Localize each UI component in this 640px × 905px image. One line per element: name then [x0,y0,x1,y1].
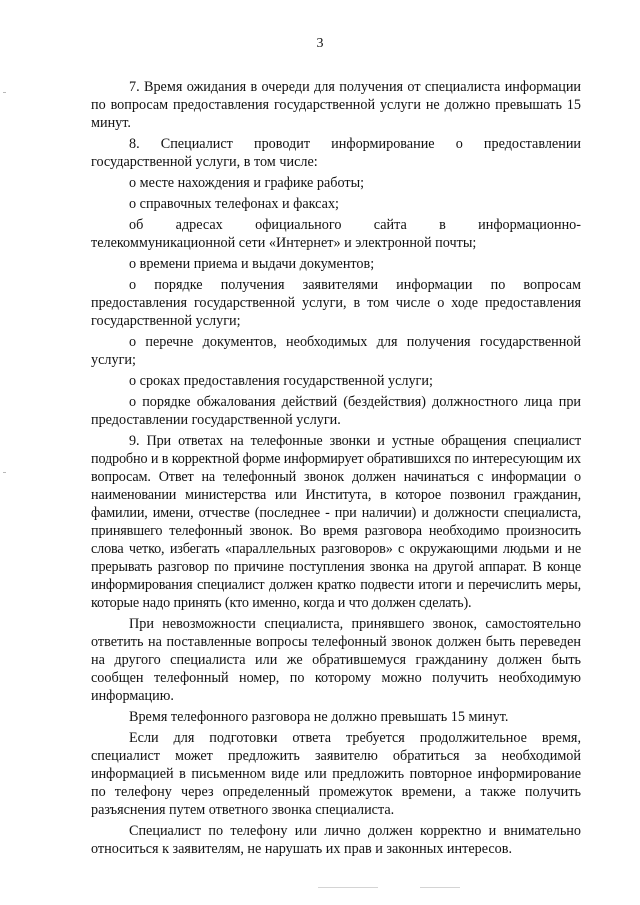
list-item: о сроках предоставления государственной услуги; [129,373,433,389]
paragraph: Специалист по телефону или лично должен корректно и внимательно относиться к заявителям, не нарушать их прав и законных интересов. [91,823,581,857]
scan-artifact [3,472,6,473]
paragraph: Время телефонного разговора не должно превышать 15 минут. [129,709,509,725]
list-item: о перечне документов, необходимых для получения государственной услуги; [91,334,581,368]
list-item: о времени приема и выдачи документов; [129,256,375,272]
paragraph: При невозможности специалиста, принявшего звонок, самостоятельно ответить на поставленные вопросы телефонный звонок должен быть переведен на другого специалиста или же обратившемуся гражданину должен быть сообщен телефонный номер, по которому можно получить необходимую информацию. [91,616,581,704]
paragraph-item-7: 7. Время ожидания в очереди для получения от специалиста информации по вопросам предоставления государственной услуги не должно превышать 15 минут. [91,79,581,131]
paragraph-item-9: 9. При ответах на телефонные звонки и устные обращения специалист подробно и в корректной форме информирует обратившихся по интересующим их вопросам. Ответ на телефонный звонок должен начинаться с информации о наименовании министерства или Института, в которое позвонил гражданин, фамилии, имени, отчестве (последнее - при наличии) и должности специалиста, принявшего телефонный звонок. Во время разговора необходимо произносить слова четко, избегать «параллельных разговоров» с окружающими людьми и не прерывать разговор по причине поступления звонка на другой аппарат. В конце информирования специалист должен кратко подвести итоги и перечислить меры, которые надо принять (кто именно, когда и что должен сделать). [91,433,581,611]
scan-artifact [318,887,378,888]
list-item: об адресах официального сайта в информационно-телекоммуникационной сети «Интернет» и электронной почты; [91,217,581,251]
document-body [91,78,581,858]
list-item: о месте нахождения и графике работы; [129,175,365,191]
scan-artifact [420,887,460,888]
paragraph-item-8: 8. Специалист проводит информирование о предоставлении государственной услуги, в том числе: [91,136,581,170]
paragraph: Если для подготовки ответа требуется продолжительное время, специалист может предложить заявителю обратиться за необходимой информацией в письменном виде или предложить повторное информирование по телефону через определенный промежуток времени, а также получить разъяснения путем ответного звонка специалиста. [91,730,581,818]
scan-artifact [3,92,6,93]
list-item: о порядке обжалования действий (бездействия) должностного лица при предоставлении государственной услуги. [91,394,581,428]
list-item: о порядке получения заявителями информации по вопросам предоставления государственной услуги, в том числе о ходе предоставления государственной услуги; [91,277,581,329]
list-item: о справочных телефонах и факсах; [129,196,339,212]
page-number: 3 [316,36,324,51]
